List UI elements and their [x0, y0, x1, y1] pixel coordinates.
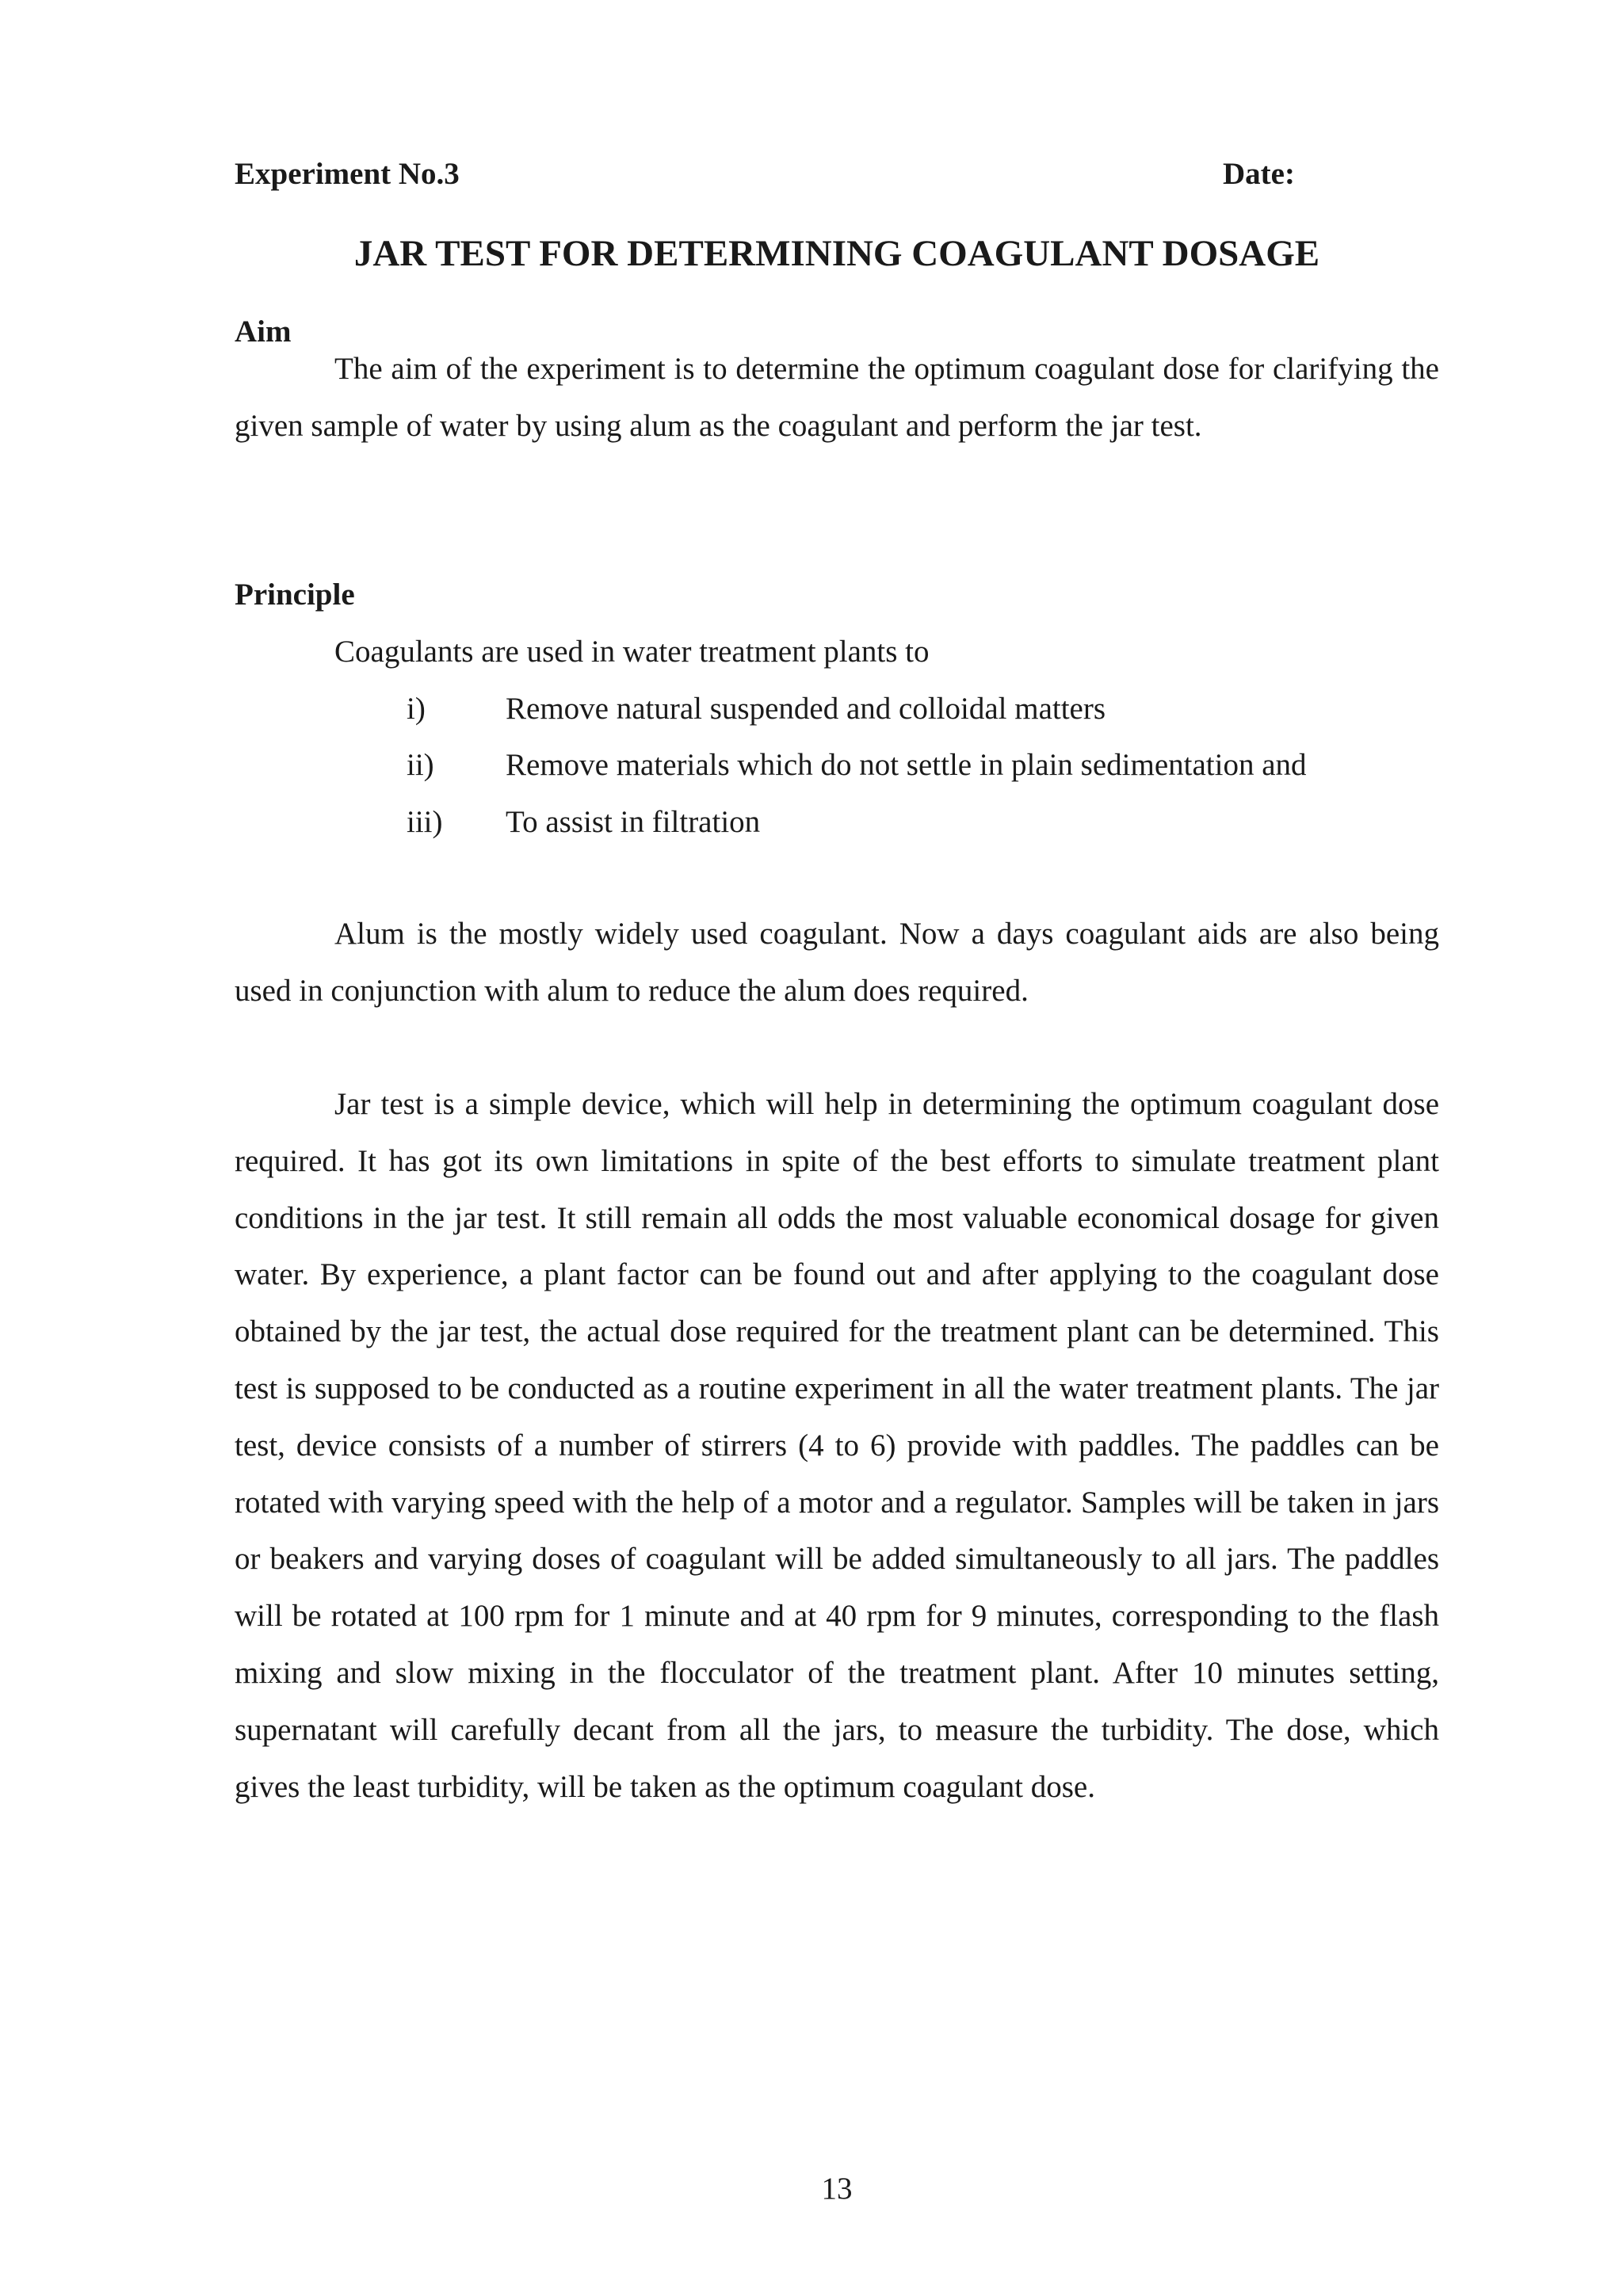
page-title: JAR TEST FOR DETERMINING COAGULANT DOSAGE: [353, 233, 1320, 274]
jar-test-paragraph: Jar test is a simple device, which will help in determining the optimum coagulant dose required. It has got its own limitations in spite of the best efforts to simulate treatment plant conditions in the jar test. It still remain all odds the most valuable economical dosage for given water. By experience, a plant factor can be found out and after applying to the coagulant dose obtained by the jar test, the actual dose required for the treatment plant can be determined. This test is supposed to be conducted as a routine experiment in all the water treatment plants. The jar test, device consists of a number of stirrers (4 to 6) provide with paddles. The paddles can be rotated with varying speed with the help of a motor and a regulator. Samples will be taken in jars or beakers and varying doses of coagulant will be added simultaneously to all jars. The paddles will be rotated at 100 rpm for 1 minute and at 40 rpm for 9 minutes, corresponding to the flash mixing and slow mixing in the flocculator of the treatment plant. After 10 minutes setting, supernatant will carefully decant from all the jars, to measure the turbidity. The dose, which gives the least turbidity, will be taken as the optimum coagulant dose.: [235, 1087, 1439, 1804]
list-item-number: ii): [407, 748, 434, 782]
aim-paragraph: The aim of the experiment is to determine the optimum coagulant dose for clarifying the given sample of water by using alum as the coagulant and perform the jar test.: [235, 352, 1439, 443]
page-number: 13: [821, 2172, 853, 2206]
list-item-text: Remove natural suspended and colloidal matters: [506, 692, 1106, 726]
aim-heading: Aim: [235, 315, 292, 349]
list-item-number: i): [407, 692, 426, 726]
list-item-text: Remove materials which do not settle in plain sedimentation and: [506, 748, 1307, 782]
list-item-text: To assist in filtration: [506, 805, 761, 839]
principle-heading: Principle: [235, 578, 355, 612]
date-label: Date:: [1223, 157, 1295, 191]
document-page: [235, 0, 1439, 2296]
experiment-number: Experiment No.3: [235, 157, 460, 191]
alum-paragraph: Alum is the mostly widely used coagulant. Now a days coagulant aids are also being used in conjunction with alum to reduce the alum does required.: [235, 917, 1439, 1008]
principle-intro: Coagulants are used in water treatment plants to: [334, 635, 930, 669]
list-item-number: iii): [407, 805, 443, 839]
